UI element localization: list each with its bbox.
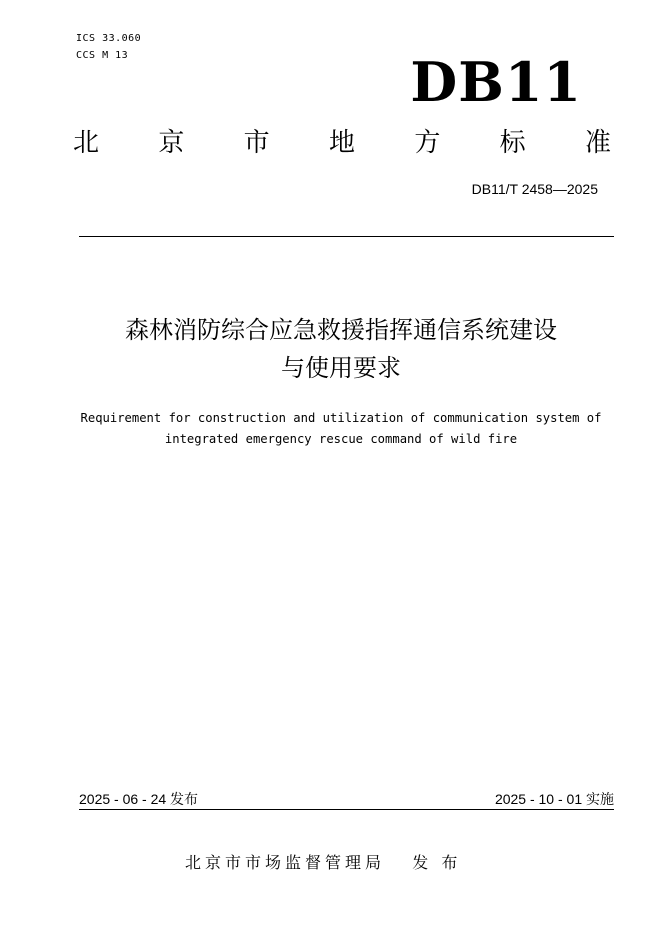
effective-date: 2025 - 10 - 01 实施	[494, 791, 614, 807]
release-date: 2025 - 06 - 24 发布	[79, 791, 199, 807]
title-en-line-1: Requirement for construction and utilization of communication system of	[80, 411, 602, 425]
standard-type	[73, 126, 611, 160]
standard-type-char: 北	[73, 128, 100, 158]
title-en-line-2: integrated emergency rescue command of wild fire	[164, 432, 518, 446]
publisher: 北京市市场监督管理局 发 布	[185, 853, 462, 872]
db11-logo: DB11	[410, 50, 582, 114]
standard-type-char: 方	[414, 128, 441, 158]
standard-type-char: 准	[584, 128, 611, 158]
title-cn-line-2: 与使用要求	[281, 354, 401, 382]
standard-number: DB11/T 2458—2025	[471, 181, 598, 197]
standard-type-char: 地	[328, 128, 355, 158]
standard-type-char: 标	[499, 128, 526, 158]
ics-code: ICS 33.060	[76, 33, 142, 44]
ccs-code: CCS M 13	[76, 50, 129, 61]
title-cn-line-1: 森林消防综合应急救援指挥通信系统建设	[125, 316, 557, 344]
standard-type-char: 市	[243, 128, 270, 158]
bottom-divider	[79, 809, 614, 810]
top-divider	[79, 236, 614, 237]
standard-type-char: 京	[158, 128, 185, 158]
